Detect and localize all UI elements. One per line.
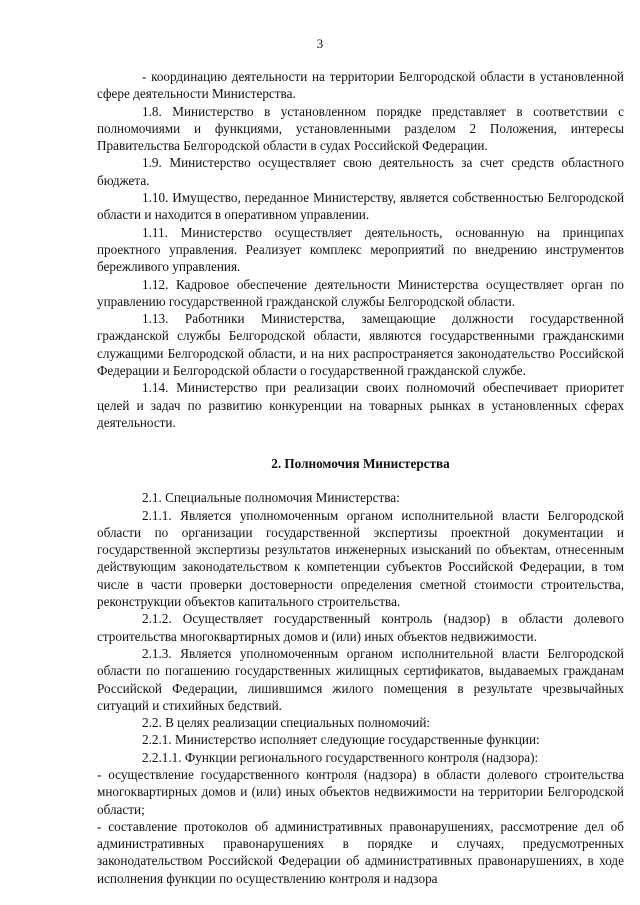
paragraph: 2.1. Специальные полномочия Министерства: <box>142 490 400 506</box>
paragraph: 1.14. Министерство при реализации своих полномочий обеспечивает приоритет целей и задач по развитию конкуренции на товарных рынках в установленных сферах деятельности. <box>97 380 624 430</box>
paragraph: 1.8. Министерство в установленном порядке представляет в соответствии с полномочиями и функциями, установленными разделом 2 Положения, интересы Правительства Белгородской области в судах Российской Федерации. <box>97 103 624 154</box>
paragraph: 2.2. В целях реализации специальных полномочий: <box>142 715 431 731</box>
paragraph: 2.1.1. Является уполномоченным органом исполнительной власти Белгородской области по организации государственной экспертизы проектной документации и государственной экспертизы результатов инженерных изысканий по объектам, отнесенным действующим законодательством к компетенции субъектов Российской Федерации, в том числе в части проверки достоверности определения сметной стоимости строительства, реконструкции объектов капитального строительства. <box>97 507 624 610</box>
paragraph: 1.10. Имущество, переданное Министерству, является собственностью Белгородской области и находится в оперативном управлении. <box>97 190 624 223</box>
section-heading: 2. Полномочия Министерства <box>271 456 450 472</box>
paragraph: 1.13. Работники Министерства, замещающие должности государственной гражданской службы Белгородской области, являются государственными гражданскими служащими Белгородской области, и на них распространяется законодательство Российской Федерации и Белгородской области о государственной гражданской службе. <box>97 311 624 379</box>
paragraph: 2.2.1.1. Функции регионального государственного контроля (надзора): <box>142 749 539 765</box>
paragraph: 2.1.2. Осуществляет государственный контроль (надзор) в области долевого строительства многоквартирных домов и (или) иных объектов недвижимости. <box>97 611 624 644</box>
list-item-paragraph: - осуществление государственного контроля (надзора) в области долевого строительства многоквартирных домов и (или) иных объектов недвижимости на территории Белгородской области; <box>97 766 624 817</box>
list-item-paragraph: - составление протоколов об административных правонарушениях, рассмотрение дел об административных правонарушениях в порядке и случаях, предусмотренных законодательством Российской Федерации об административных правонарушениях, в ходе исполнения функции по осуществлению контроля и надзора <box>97 818 624 886</box>
paragraph: - координацию деятельности на территории Белгородской области в установленной сфере деятельности Министерства. <box>97 69 624 102</box>
paragraph: 1.9. Министерство осуществляет свою деятельность за счет средств областного бюджета. <box>97 155 624 188</box>
page-number: 3 <box>316 36 324 51</box>
document-body <box>97 68 624 887</box>
paragraph: 2.2.1. Министерство исполняет следующие государственные функции: <box>142 732 540 748</box>
paragraph: 1.11. Министерство осуществляет деятельность, основанную на принципах проектного управления. Реализует комплекс мероприятий по внедрению инструментов бережливого управления. <box>97 224 624 275</box>
paragraph: 1.12. Кадровое обеспечение деятельности Министерства осуществляет орган по управлению государственной гражданской службы Белгородской области. <box>97 276 624 309</box>
paragraph: 2.1.3. Является уполномоченным органом исполнительной власти Белгородской области по погашению государственных жилищных сертификатов, выдаваемых гражданам Российской Федерации, лишившимся жилого помещения в результате чрезвычайных ситуаций и стихийных бедствий. <box>97 645 624 713</box>
